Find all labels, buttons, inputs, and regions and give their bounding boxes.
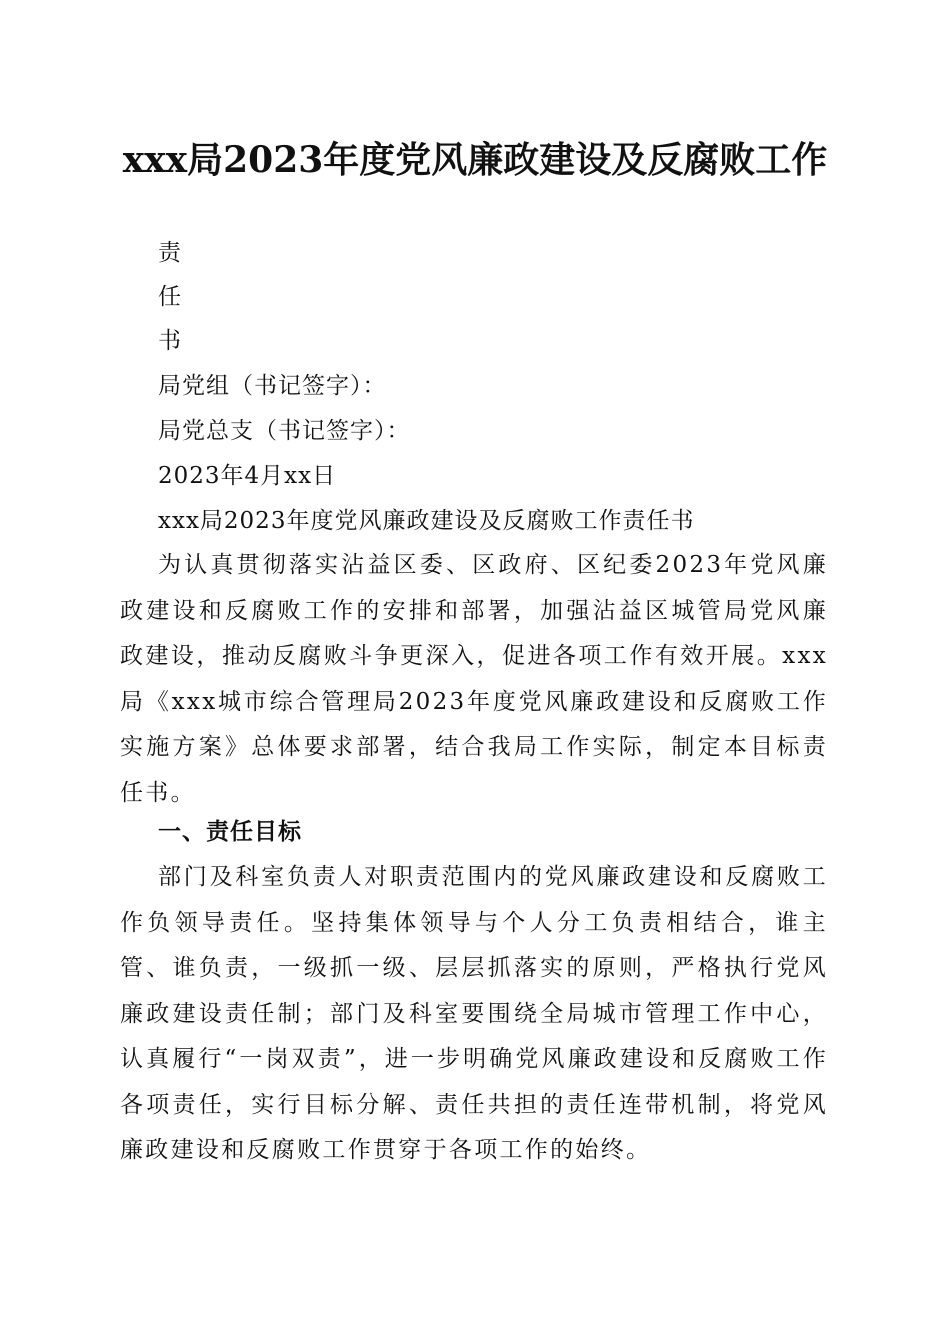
vertical-char-1: 责 bbox=[158, 240, 182, 266]
vertical-char-2: 任 bbox=[158, 284, 182, 310]
party-branch-signature: 局党总支（书记签字）： bbox=[158, 418, 411, 444]
document-date: 2023年4月xx日 bbox=[158, 463, 337, 489]
party-group-signature: 局党组（书记签字）： bbox=[158, 373, 387, 399]
intro-paragraph: 为认真贯彻落实沾益区委、区政府、区纪委2023年党风廉政建设和反腐败工作的安排和部署，加强沾益区城管局党风廉政建设，推动反腐败斗争更深入，促进各项工作有效开展。xxx局《xxx城市综合管理局2023年度党风廉政建设和反腐败工作实施方案》总体要求部署，结合我局工作实际，制定本目标责任书。 bbox=[120, 552, 828, 806]
section1-heading: 一、责任目标 bbox=[158, 819, 302, 845]
section1-paragraph: 部门及科室负责人对职责范围内的党风廉政建设和反腐败工作负领导责任。坚持集体领导与个人分工负责相结合，谁主管、谁负责，一级抓一级、层层抓落实的原则，严格执行党风廉政建设责任制；部门及科室要围绕全局城市管理工作中心，认真履行“一岗双责”，进一步明确党风廉政建设和反腐败工作各项责任，实行目标分解、责任共担的责任连带机制，将党风廉政建设和反腐败工作贯穿于各项工作的始终。 bbox=[120, 864, 828, 1163]
document-title: xxx局2023年度党风廉政建设及反腐败工作 bbox=[122, 139, 828, 181]
document-subtitle: xxx局2023年度党风廉政建设及反腐败工作责任书 bbox=[158, 508, 695, 534]
vertical-char-3: 书 bbox=[158, 328, 182, 354]
